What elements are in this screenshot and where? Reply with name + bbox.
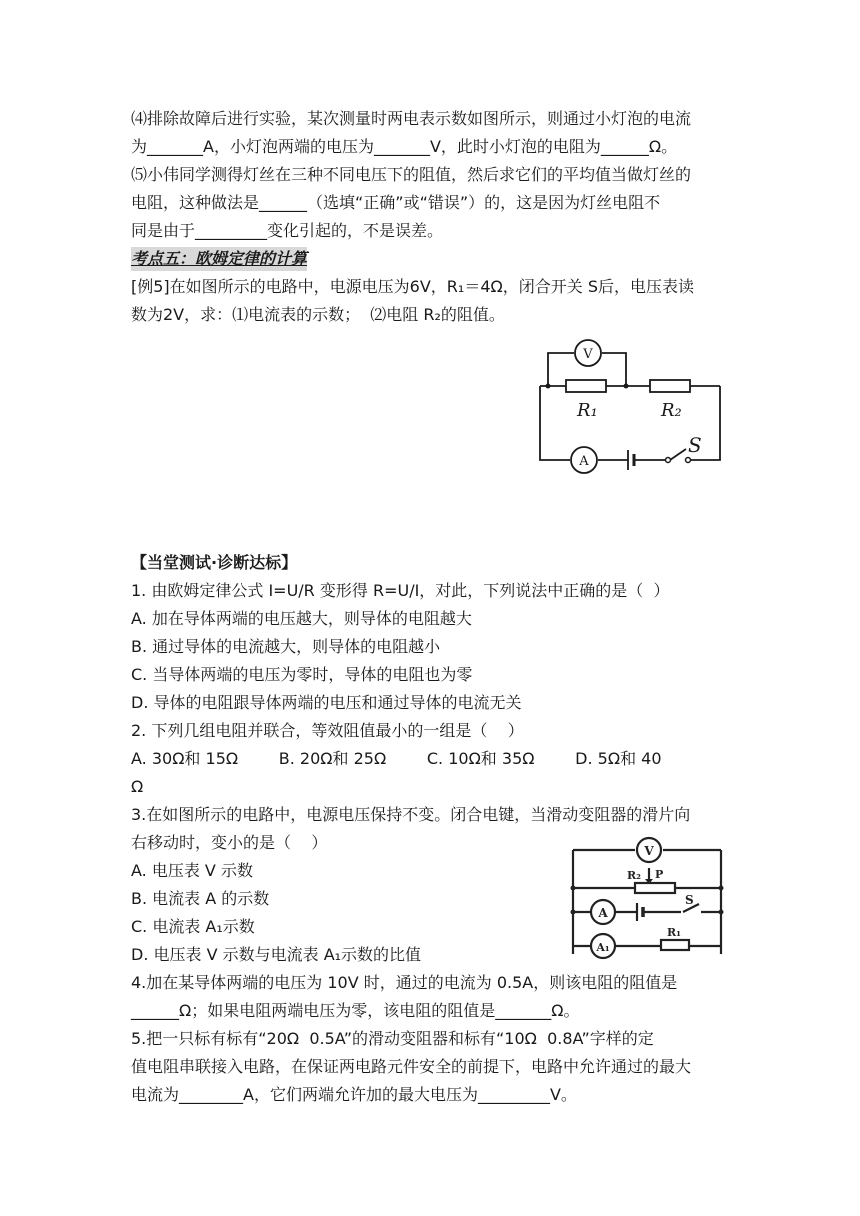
section-heading-5: 考点五：欧姆定律的计算 — [131, 247, 307, 271]
ammeter-icon — [591, 900, 615, 924]
ammeter-a1-icon — [591, 934, 615, 958]
circuit-diagram-example5 — [530, 330, 740, 480]
voltmeter-icon — [637, 838, 661, 862]
label-p: P — [655, 868, 664, 881]
svg-text:A: A — [579, 454, 589, 469]
q1-option-b: B. 通过导体的电流越大，则导体的电阻越小 — [131, 637, 441, 656]
q3-stem-line1: 3.在如图所示的电路中，电源电压保持不变。闭合电键，当滑动变阻器的滑片向 — [131, 805, 691, 824]
resistor-r2 — [650, 380, 690, 392]
svg-text:A: A — [598, 906, 608, 920]
q4-line1: 4.加在某导体两端的电压为 10V 时，通过的电流为 0.5A，则该电阻的阻值是 — [131, 973, 678, 992]
q5-text-line1: ⑸小伟同学测得灯丝在三种不同电压下的阻值，然后求它们的平均值当做灯丝的 — [131, 165, 692, 184]
example5-line1: [例5]在如图所示的电路中，电源电压为6V，R₁＝4Ω，闭合开关 S后，电压表读 — [131, 277, 694, 296]
q5-text-line3: 同是由于_________变化引起的，不是误差。 — [131, 221, 444, 240]
q3-stem-line2: 右移动时，变小的是（ ） — [131, 833, 328, 852]
q5-line3: 电流为________A，它们两端允许加的最大电压为_________V。 — [131, 1085, 577, 1104]
ammeter-icon — [571, 447, 597, 473]
label-r1: R₁ — [667, 926, 681, 939]
resistor-r1 — [566, 380, 606, 392]
svg-text:V: V — [583, 347, 593, 362]
svg-text:V: V — [644, 844, 654, 858]
q1-stem: 1. 由欧姆定律公式 I=U/R 变形得 R=U/I，对此，下列说法中正确的是（ ） — [131, 581, 670, 600]
q5-line2: 值电阻串联接入电路，在保证两电路元件安全的前提下，电路中允许通过的最大 — [131, 1057, 692, 1076]
label-r2: R₂ — [661, 400, 682, 421]
label-switch: S — [688, 433, 702, 457]
voltmeter-icon — [575, 340, 601, 366]
q3-option-c: C. 电流表 A₁示数 — [131, 917, 255, 936]
q3-option-a: A. 电压表 V 示数 — [131, 861, 253, 880]
q4-line2: ______Ω；如果电阻两端电压为零，该电阻的阻值是_______Ω。 — [131, 1001, 580, 1020]
q5-line1: 5.把一只标有标有“20Ω 0.5A”的滑动变阻器和标有“10Ω 0.8A”字样的定 — [131, 1029, 654, 1048]
resistor-r1 — [661, 940, 689, 950]
label-r2: R₂ — [627, 869, 641, 882]
q2-options-wrap: Ω — [131, 777, 144, 796]
test-section-heading: 【当堂测试·诊断达标】 — [131, 553, 298, 572]
q3-option-b: B. 电流表 A 的示数 — [131, 889, 270, 908]
circuit-diagram-q3 — [565, 836, 735, 966]
q4-text-line2: 为_______A，小灯泡两端的电压为_______V，此时小灯泡的电阻为______Ω。 — [131, 137, 678, 156]
q1-option-d: D. 导体的电阻跟导体两端的电压和通过导体的电流无关 — [131, 693, 522, 712]
label-r1: R₁ — [577, 400, 598, 421]
q1-option-a: A. 加在导体两端的电压越大，则导体的电阻越大 — [131, 609, 472, 628]
q2-options: A. 30Ω和 15Ω B. 20Ω和 25Ω C. 10Ω和 35Ω D. 5Ω和 40 — [131, 749, 662, 768]
q5-text-line2: 电阻，这种做法是______（选填“正确”或“错误”）的，这是因为灯丝电阻不 — [131, 193, 661, 212]
q3-option-d: D. 电压表 V 示数与电流表 A₁示数的比值 — [131, 945, 422, 964]
q4-text-line1: ⑷排除故障后进行实验，某次测量时两电表示数如图所示，则通过小灯泡的电流 — [131, 109, 692, 128]
q2-stem: 2. 下列几组电阻并联合，等效阻值最小的一组是（ ） — [131, 721, 524, 740]
example5-line2: 数为2V，求：⑴电流表的示数； ⑵电阻 R₂的阻值。 — [131, 305, 505, 324]
label-switch: S — [685, 893, 694, 907]
q1-option-c: C. 当导体两端的电压为零时，导体的电阻也为零 — [131, 665, 473, 684]
svg-text:A₁: A₁ — [596, 941, 610, 954]
